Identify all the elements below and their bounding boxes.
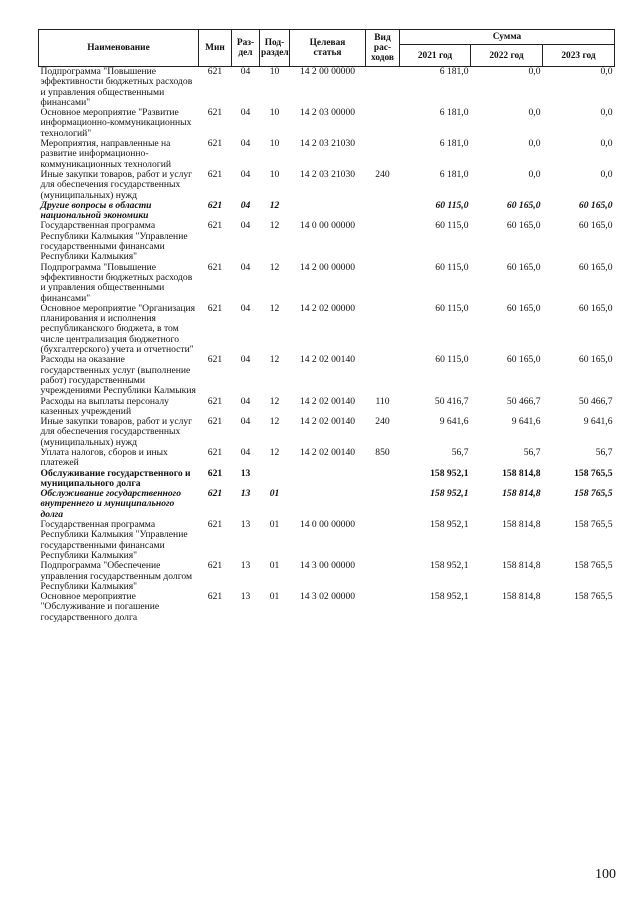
cell-razdel: 04: [240, 220, 251, 232]
cell-razdel: 13: [240, 560, 251, 572]
cell-podrazdel: 10: [269, 66, 280, 77]
table-row: [39, 448, 615, 469]
cell-sum-2023: 60 165,0: [578, 220, 613, 232]
cell-razdel: 04: [240, 395, 251, 407]
header-vid-rashodov: Вид рас- ходов: [366, 30, 400, 67]
table-row: [39, 520, 615, 561]
cell-podrazdel: 10: [269, 138, 280, 150]
cell-min: 621: [207, 66, 223, 77]
cell-min: 621: [207, 488, 223, 500]
cell-sum-2021: 6 181,0: [439, 138, 469, 150]
cell-name: Другие вопросы в области национальной экономики: [40, 199, 152, 222]
cell-sum-2021: 158 952,1: [430, 467, 469, 479]
cell-vid-rashodov: [366, 592, 400, 623]
cell-min: 621: [207, 519, 223, 531]
cell-sum-2022: 60 165,0: [506, 261, 541, 273]
cell-vid-rashodov: [366, 355, 400, 396]
cell-sum-2021: 60 115,0: [435, 220, 469, 232]
cell-min: 621: [207, 220, 223, 232]
cell-name: Иные закупки товаров, работ и услуг для обеспечения государственных (муниципальных) нужд: [40, 416, 193, 448]
cell-name: Государственная программа Республики Калмыкия "Управление государственными финансами Республики Калмыкия": [40, 220, 188, 263]
cell-podrazdel: 12: [269, 261, 280, 273]
cell-vid-rashodov: [366, 304, 400, 355]
table-row: [39, 469, 615, 490]
cell-vid-rashodov: [366, 67, 400, 109]
cell-podrazdel: 10: [269, 168, 280, 180]
cell-target-article: 14 2 03 21030: [299, 168, 356, 180]
cell-sum-2021: 50 416,7: [434, 395, 469, 407]
cell-min: 621: [207, 199, 223, 211]
cell-sum-2021: 9 641,6: [439, 416, 469, 428]
cell-vid-rashodov: [366, 520, 400, 561]
cell-name: Подпрограмма "Повышение эффективности бюджетных расходов и управления общественными финансами": [40, 66, 193, 108]
cell-podrazdel: 01: [269, 591, 280, 603]
cell-sum-2021: 6 181,0: [439, 66, 469, 77]
cell-vid-rashodov: 240: [375, 416, 390, 428]
cell-razdel: 13: [240, 519, 251, 531]
cell-sum-2023: 0,0: [600, 66, 613, 77]
cell-sum-2021: 158 952,1: [430, 488, 469, 500]
cell-sum-2021: 6 181,0: [439, 107, 469, 119]
cell-sum-2022: 56,7: [523, 446, 541, 458]
cell-min: 621: [207, 302, 223, 314]
header-min: Мин: [199, 30, 232, 67]
cell-name: Основное мероприятие "Обслуживание и погашение государственного долга: [40, 591, 160, 623]
cell-sum-2023: 50 466,7: [578, 395, 613, 407]
cell-min: 621: [207, 560, 223, 572]
cell-name: Уплата налогов, сборов и иных платежей: [40, 446, 168, 469]
cell-target-article: 14 0 00 00000: [299, 519, 356, 531]
cell-sum-2023: 9 641,6: [583, 416, 613, 428]
cell-razdel: 04: [240, 66, 251, 77]
cell-name: Подпрограмма "Повышение эффективности бюджетных расходов и управления общественными финансами": [40, 261, 193, 304]
cell-target-article: [290, 489, 366, 520]
cell-podrazdel: 12: [269, 302, 280, 314]
cell-min: 621: [207, 354, 223, 366]
table-row: [39, 67, 615, 109]
table-row: [39, 355, 615, 396]
cell-min: 621: [207, 467, 223, 479]
cell-sum-2022: 0,0: [528, 168, 541, 180]
table-row: [39, 170, 615, 201]
cell-sum-2021: 60 115,0: [435, 302, 469, 314]
cell-vid-rashodov: 850: [375, 446, 390, 458]
cell-sum-2022: 60 165,0: [506, 220, 541, 232]
cell-sum-2021: 158 952,1: [430, 560, 469, 572]
header-sum: Сумма: [400, 30, 615, 45]
table-row: [39, 592, 615, 623]
cell-sum-2023: 0,0: [600, 107, 613, 119]
cell-target-article: 14 2 02 00140: [299, 395, 356, 407]
header-target-article: Целевая статья: [290, 30, 366, 67]
cell-target-article: 14 2 02 00140: [299, 416, 356, 428]
cell-razdel: 04: [240, 199, 251, 211]
cell-name: Расходы на оказание государственных услуг (выполнение работ) государственными учреждениями Республики Калмыкия: [40, 354, 196, 397]
cell-name: Обслуживание государственного внутреннего и муниципального долга: [40, 488, 182, 520]
cell-podrazdel: 12: [269, 446, 280, 458]
cell-name: Подпрограмма "Обеспечение управления государственным долгом Республики Калмыкия": [40, 560, 193, 592]
cell-podrazdel: 01: [269, 488, 280, 500]
cell-sum-2023: 60 165,0: [578, 302, 613, 314]
cell-target-article: [290, 201, 366, 222]
cell-sum-2022: 60 165,0: [506, 354, 541, 366]
cell-sum-2022: 60 165,0: [506, 302, 541, 314]
cell-razdel: 04: [240, 107, 251, 119]
table-row: [39, 201, 615, 222]
cell-razdel: 04: [240, 302, 251, 314]
cell-sum-2021: 158 952,1: [430, 591, 469, 603]
cell-target-article: 14 2 03 00000: [299, 107, 356, 119]
cell-name: Основное мероприятие "Организация планирования и исполнения республиканского бюджета, в том числе централизация бюджетного (бухгалтерского) учета и отчетности": [40, 302, 196, 356]
table-row: [39, 397, 615, 418]
cell-podrazdel: 01: [269, 519, 280, 531]
cell-name: Мероприятия, направленные на развитие информационно-коммуникационных технологий: [40, 138, 171, 170]
cell-min: 621: [207, 107, 223, 119]
cell-min: 621: [207, 261, 223, 273]
cell-target-article: 14 3 00 00000: [299, 560, 356, 572]
cell-sum-2021: 60 115,0: [435, 261, 469, 273]
table-body: [39, 67, 615, 624]
cell-sum-2023: 158 765,5: [574, 488, 613, 500]
cell-sum-2022: 0,0: [528, 66, 541, 77]
table-row: [39, 561, 615, 592]
cell-vid-rashodov: [366, 139, 400, 170]
table-row: [39, 417, 615, 448]
cell-min: 621: [207, 446, 223, 458]
cell-vid-rashodov: [366, 469, 400, 490]
cell-razdel: 04: [240, 261, 251, 273]
cell-podrazdel: 12: [269, 199, 280, 211]
cell-target-article: 14 2 00 00000: [299, 261, 356, 273]
cell-razdel: 13: [240, 467, 251, 479]
cell-razdel: 13: [240, 488, 251, 500]
cell-sum-2022: 60 165,0: [506, 199, 541, 211]
header-year-2021: 2021 год: [400, 45, 471, 67]
cell-target-article: 14 2 00 00000: [299, 66, 356, 77]
cell-sum-2023: 0,0: [600, 138, 613, 150]
cell-name: Обслуживание государственного и муниципального долга: [40, 467, 191, 489]
cell-vid-rashodov: [366, 201, 400, 222]
cell-min: 621: [207, 168, 223, 180]
header-name: Наименование: [39, 30, 199, 67]
table-row: [39, 108, 615, 139]
cell-vid-rashodov: [366, 489, 400, 520]
cell-sum-2022: 158 814,8: [502, 467, 541, 479]
cell-sum-2022: 0,0: [528, 138, 541, 150]
cell-vid-rashodov: 240: [375, 168, 390, 180]
cell-sum-2023: 158 765,5: [574, 591, 613, 603]
cell-target-article: 14 2 02 00000: [299, 302, 356, 314]
cell-razdel: 04: [240, 416, 251, 428]
cell-sum-2022: 158 814,8: [502, 488, 541, 500]
cell-target-article: 14 3 02 00000: [299, 591, 356, 603]
cell-vid-rashodov: 110: [375, 395, 390, 407]
cell-sum-2023: 158 765,5: [574, 560, 613, 572]
cell-sum-2021: 6 181,0: [439, 168, 469, 180]
cell-sum-2023: 0,0: [600, 168, 613, 180]
cell-vid-rashodov: [366, 108, 400, 139]
cell-razdel: 13: [240, 591, 251, 603]
cell-sum-2023: 158 765,5: [574, 467, 613, 479]
cell-sum-2021: 60 115,0: [435, 199, 469, 211]
cell-sum-2021: 56,7: [451, 446, 469, 458]
cell-target-article: 14 2 02 00140: [299, 446, 356, 458]
cell-vid-rashodov: [366, 561, 400, 592]
table-row: [39, 139, 615, 170]
cell-podrazdel: [260, 469, 290, 490]
cell-razdel: 04: [240, 168, 251, 180]
cell-target-article: 14 2 03 21030: [299, 138, 356, 150]
cell-sum-2021: 60 115,0: [435, 354, 469, 366]
cell-name: Расходы на выплаты персоналу казенных учреждений: [40, 395, 169, 417]
cell-sum-2023: 56,7: [595, 446, 613, 458]
cell-podrazdel: 12: [269, 395, 280, 407]
table-row: [39, 489, 615, 520]
cell-vid-rashodov: [366, 263, 400, 304]
cell-vid-rashodov: [366, 221, 400, 262]
cell-podrazdel: 12: [269, 220, 280, 232]
cell-name: Иные закупки товаров, работ и услуг для обеспечения государственных (муниципальных) нужд: [40, 168, 193, 201]
cell-sum-2023: 60 165,0: [578, 261, 613, 273]
cell-sum-2021: 158 952,1: [430, 519, 469, 531]
cell-min: 621: [207, 416, 223, 428]
cell-name: Государственная программа Республики Калмыкия "Управление государственными финансами Республики Калмыкия": [40, 519, 188, 561]
table-header: [39, 30, 615, 67]
cell-target-article: 14 0 00 00000: [299, 220, 356, 232]
cell-podrazdel: 01: [269, 560, 280, 572]
cell-sum-2022: 0,0: [528, 107, 541, 119]
cell-podrazdel: 12: [269, 416, 280, 428]
cell-podrazdel: 10: [269, 107, 280, 119]
page-number: 100: [595, 867, 616, 882]
cell-name: Основное мероприятие "Развитие информационно-коммуникационных технологий": [40, 107, 192, 139]
header-razdel: Раз- дел: [232, 30, 260, 67]
cell-podrazdel: 12: [269, 354, 280, 366]
cell-min: 621: [207, 138, 223, 150]
header-year-2022: 2022 год: [471, 45, 543, 67]
cell-target-article: [290, 469, 366, 490]
table-row: [39, 263, 615, 304]
cell-razdel: 04: [240, 446, 251, 458]
cell-sum-2022: 158 814,8: [502, 560, 541, 572]
cell-min: 621: [207, 395, 223, 407]
cell-razdel: 04: [240, 138, 251, 150]
cell-razdel: 04: [240, 354, 251, 366]
table-row: [39, 221, 615, 262]
cell-sum-2023: 60 165,0: [578, 354, 613, 366]
cell-sum-2022: 9 641,6: [511, 416, 541, 428]
budget-table: [38, 29, 615, 623]
cell-sum-2022: 50 466,7: [506, 395, 541, 407]
cell-sum-2022: 158 814,8: [502, 591, 541, 603]
cell-sum-2022: 158 814,8: [502, 519, 541, 531]
cell-min: 621: [207, 591, 223, 603]
header-year-2023: 2023 год: [543, 45, 615, 67]
header-podrazdel: Под- раздел: [260, 30, 290, 67]
cell-sum-2023: 60 165,0: [578, 199, 613, 211]
table-row: [39, 304, 615, 355]
cell-sum-2023: 158 765,5: [574, 519, 613, 531]
cell-target-article: 14 2 02 00140: [299, 354, 356, 366]
